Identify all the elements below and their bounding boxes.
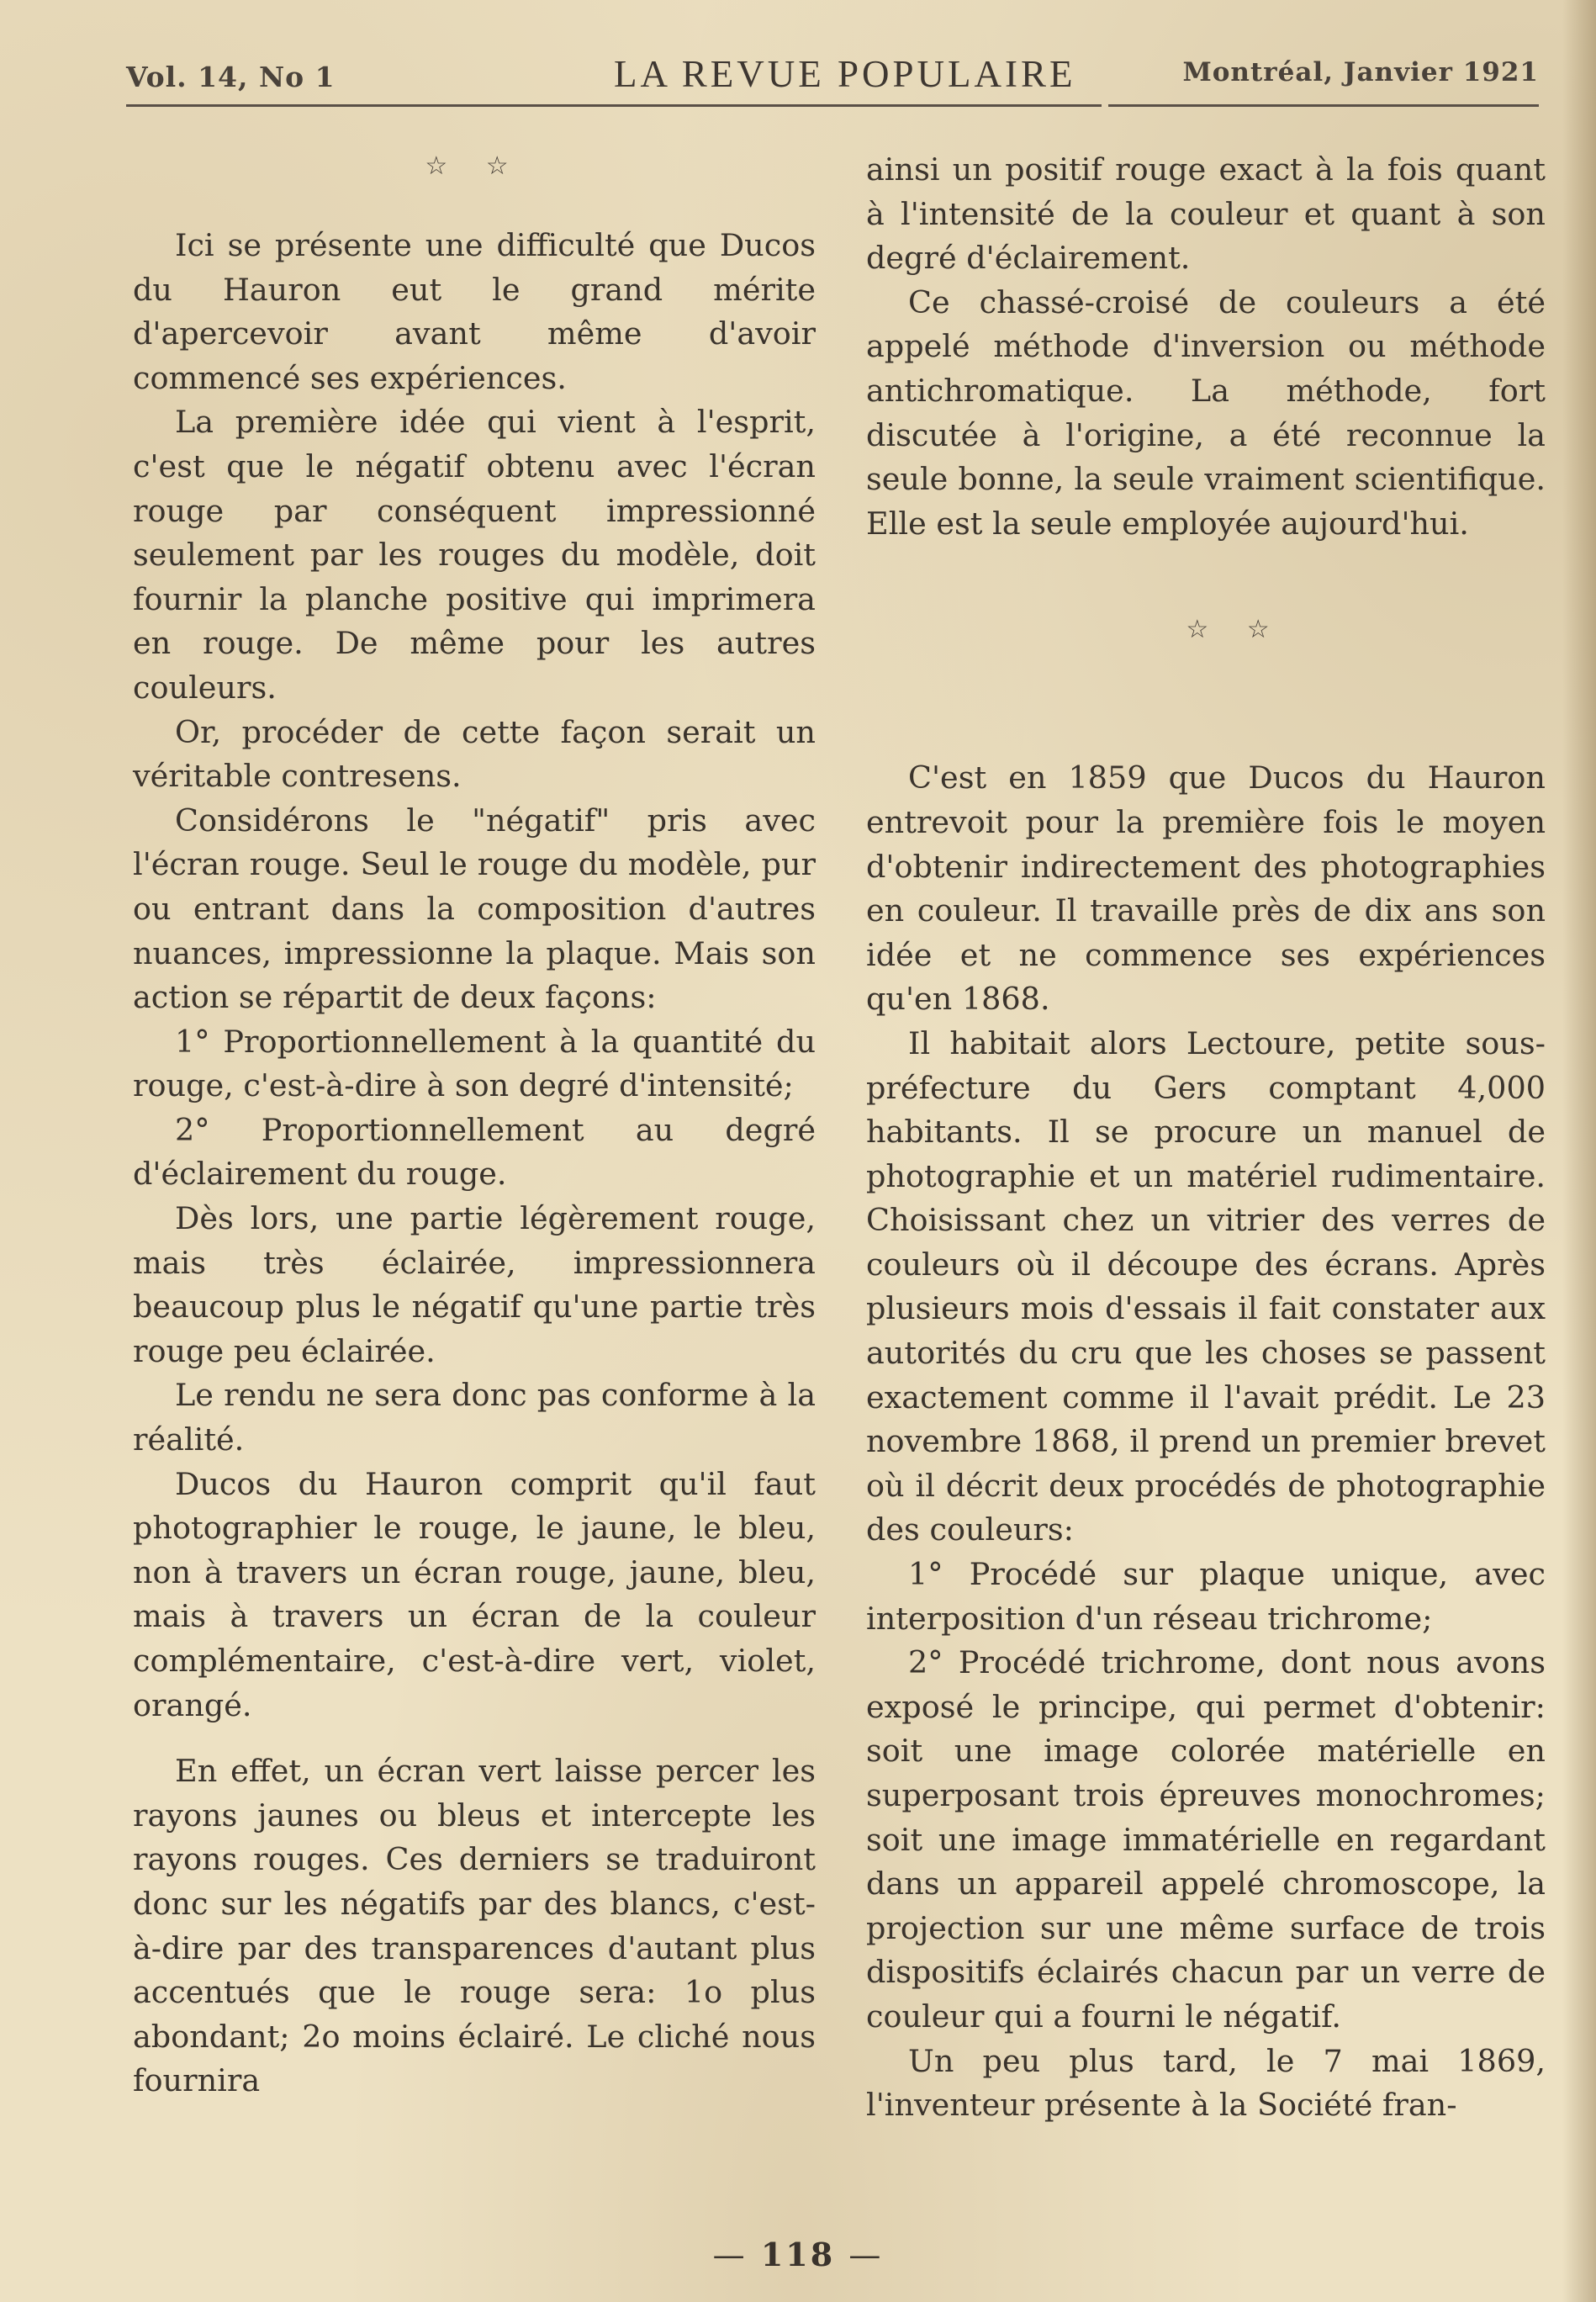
paragraph: Considérons le "négatif" pris avec l'écran rouge. Seul le rouge du modèle, pur ou entrant dans la composition d'autres nuances, impressionne la plaque. Mais son action se répartit de deux façons: bbox=[133, 802, 816, 1016]
right-column bbox=[866, 148, 1546, 2128]
header-rule-right bbox=[1108, 104, 1539, 107]
paragraph: Le rendu ne sera donc pas conforme à la réalité. bbox=[133, 1377, 816, 1458]
paragraph: 1° Procédé sur plaque unique, avec interposition d'un réseau trichrome; bbox=[866, 1556, 1546, 1637]
paragraph: Ducos du Hauron comprit qu'il faut photographier le rouge, le jaune, le bleu, non à travers un écran rouge, jaune, bleu, mais à travers un écran de la couleur complémentaire, c'est-à-dire vert, violet, orangé. bbox=[133, 1465, 816, 1723]
page-edge-shadow bbox=[1562, 0, 1596, 2302]
journal-title: LA REVUE POPULAIRE bbox=[614, 53, 1076, 95]
paragraph: 2° Proportionnellement au degré d'éclairement du rouge. bbox=[133, 1111, 816, 1193]
paragraph: C'est en 1859 que Ducos du Hauron entrevoit pour la première fois le moyen d'obtenir indirectement des photographies en couleur. Il travaille près de dix ans son idée et ne commence ses expériences qu'en 1868. bbox=[866, 759, 1546, 1018]
header-rule-left bbox=[126, 104, 1102, 107]
page-header bbox=[126, 49, 1539, 108]
volume-number: Vol. 14, No 1 bbox=[126, 61, 336, 93]
section-stars-ornament: ☆ ☆ bbox=[425, 151, 524, 181]
issue-date: Montréal, Janvier 1921 bbox=[1182, 57, 1539, 87]
section-stars-ornament: ☆ ☆ bbox=[1186, 615, 1285, 645]
paragraph: 2° Procédé trichrome, dont nous avons exposé le principe, qui permet d'obtenir: soit une image colorée matérielle en superposant trois épreuves monochromes; soit une image immatérielle en regardant dans un appareil appelé chromoscope, la projection sur une même surface de trois dispositifs éclairés chacun par un verre de couleur qui a fourni le négatif. bbox=[866, 1644, 1546, 2035]
page-number: 118 bbox=[760, 2236, 836, 2273]
paragraph: Ce chassé-croisé de couleurs a été appelé méthode d'inversion ou méthode antichromatique. La méthode, fort discutée à l'origine, a été reconnue la seule bonne, la seule vraiment scientifique. Elle est la seule employée aujourd'hui. bbox=[866, 283, 1546, 542]
paragraph: Un peu plus tard, le 7 mai 1869, l'inventeur présente à la Société fran- bbox=[866, 2042, 1546, 2124]
left-column bbox=[133, 148, 816, 2104]
paragraph-continued: ainsi un positif rouge exact à la fois quant à l'intensité de la couleur et quant à son degré d'éclairement. bbox=[866, 151, 1546, 277]
paragraph: 1° Proportionnellement à la quantité du rouge, c'est-à-dire à son degré d'intensité; bbox=[133, 1023, 816, 1104]
folio-dash-right: — bbox=[848, 2236, 884, 2273]
paragraph: En effet, un écran vert laisse percer les rayons jaunes ou bleus et intercepte les rayons rouges. Ces derniers se traduiront donc sur les négatifs par des blancs, c'est-à-dire par des transparences d'autant plus accentués que le rouge sera: 1o plus abondant; 2o moins éclairé. Le cliché nous fournira bbox=[133, 1753, 816, 2099]
paragraph: Or, procéder de cette façon serait un véritable contresens. bbox=[133, 713, 816, 795]
paragraph: Dès lors, une partie légèrement rouge, mais très éclairée, impressionnera beaucoup plus le négatif qu'une partie très rouge peu éclairée. bbox=[133, 1200, 816, 1369]
page-folio bbox=[0, 2236, 1596, 2273]
paragraph: Ici se présente une difficulté que Ducos du Hauron eut le grand mérite d'apercevoir avant même d'avoir commencé ses expériences. bbox=[133, 227, 816, 396]
folio-dash-left: — bbox=[712, 2236, 748, 2273]
paragraph: La première idée qui vient à l'esprit, c'est que le négatif obtenu avec l'écran rouge par conséquent impressionné seulement par les rouges du modèle, doit fournir la planche positive qui imprimera en rouge. De même pour les autres couleurs. bbox=[133, 404, 816, 706]
paragraph: Il habitait alors Lectoure, petite sous-préfecture du Gers comptant 4,000 habitants. Il se procure un manuel de photographie et un matériel rudimentaire. Choisissant chez un vitrier des verres de couleurs où il découpe des écrans. Après plusieurs mois d'essais il fait constater aux autorités du cru que les choses se passent exactement comme il l'avait prédit. Le 23 novembre 1868, il prend un premier brevet où il décrit deux procédés de photographie des couleurs: bbox=[866, 1024, 1546, 1548]
